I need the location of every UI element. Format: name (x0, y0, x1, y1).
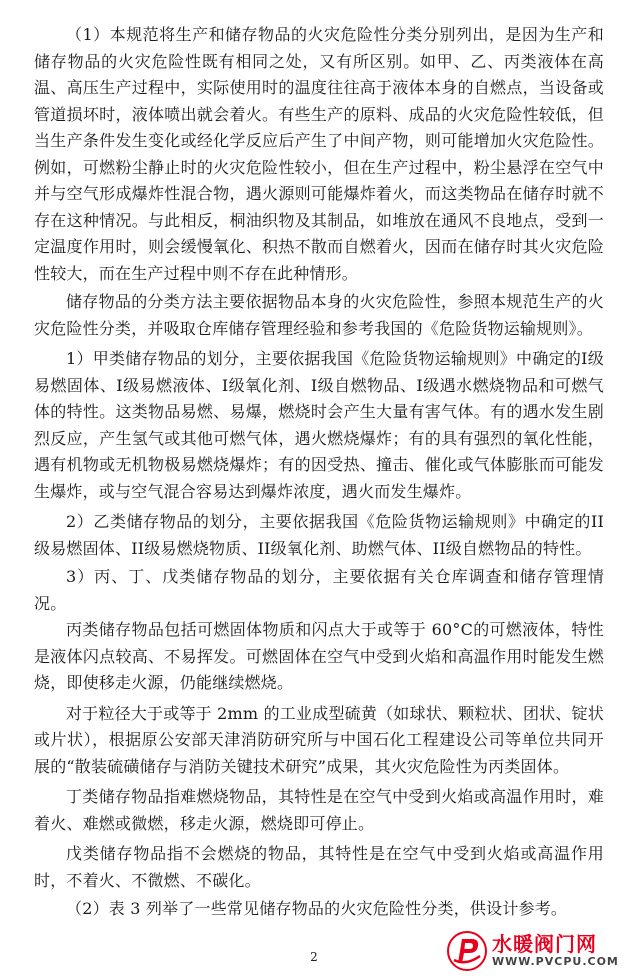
watermark-brand: 水暖阀门网 (492, 932, 597, 956)
watermark-text (492, 933, 619, 969)
document-page (34, 22, 604, 923)
paragraph-7: 对于粒径大于或等于 2mm 的工业成型硫黄（如球状、颗粒状、团状、锭状或片状），根据原公安部天津消防研究所与中国石化工程建设公司等单位共同开展的“散装硫磺储存与消防关键技术研究”成果，其火灾危险性为丙类固体。 (34, 703, 604, 776)
paragraph-1: （1）本规范将生产和储存物品的火灾危险性分类分别列出，是因为生产和储存物品的火灾危险性既有相同之处，又有所区别。如甲、乙、丙类液体在高温、高压生产过程中，实际使用时的温度往往高于液体本身的自燃点，当设备或管道损坏时，液体喷出就会着火。有些生产的原料、成品的火灾危险性较低，但当生产条件发生变化或经化学反应后产生了中间产物，则可能增加火灾危险性。例如，可燃粉尘静止时的火灾危险性较小，但在生产过程中，粉尘悬浮在空气中并与空气形成爆炸性混合物，遇火源则可能爆炸着火，而这类物品在储存时就不存在这种情况。与此相反，桐油织物及其制品，如堆放在通风不良地点，受到一定温度作用时，则会缓慢氧化、积热不散而自燃着火，因而在储存时其火灾危险性较大，而在生产过程中则不存在此种情形。 (34, 25, 604, 283)
paragraph-2: 储存物品的分类方法主要依据物品本身的火灾危险性，参照本规范生产的火灾危险性分类，并吸取仓库储存管理经验和参考我国的《危险货物运输规则》。 (34, 292, 604, 338)
pvcpu-logo-icon (446, 930, 488, 972)
paragraph-3: 1）甲类储存物品的划分，主要依据我国《危险货物运输规则》中确定的I级易燃固体、I级易燃液体、I级氧化剂、I级自燃物品、I级遇水燃烧物品和可燃气体的特性。这类物品易燃、易爆，燃烧时会产生大量有害气体。有的遇水发生剧烈反应，产生氢气或其他可燃气体，遇火燃烧爆炸；有的具有强烈的氧化性能，遇有机物或无机物极易燃烧爆炸；有的因受热、撞击、催化或气体膨胀而可能发生爆炸，或与空气混合容易达到爆炸浓度，遇火而发生爆炸。 (34, 349, 604, 501)
paragraph-5: 3）丙、丁、戊类储存物品的划分，主要依据有关仓库调查和储存管理情况。 (34, 567, 604, 613)
paragraph-8: 丁类储存物品指难燃烧物品，其特性是在空气中受到火焰或高温作用时，难着火、难燃或微燃，移走火源，燃烧即可停止。 (34, 787, 604, 833)
paragraph-6: 丙类储存物品包括可燃固体物质和闪点大于或等于 60°C的可燃液体，特性是液体闪点较高、不易挥发。可燃固体在空气中受到火焰和高温作用时能发生燃烧，即使移走火源，仍能继续燃烧。 (34, 620, 604, 692)
page-number: 2 (310, 950, 318, 964)
paragraph-9: 戊类储存物品指不会燃烧的物品，其特性是在空气中受到火焰或高温作用时，不着火、不微燃、不碳化。 (34, 844, 604, 890)
watermark-url: WWW.PVCPU.COM (492, 955, 619, 968)
paragraph-10: （2）表 3 列举了一些常见储存物品的火灾危险性分类，供设计参考。 (66, 899, 568, 918)
site-watermark (446, 928, 622, 974)
paragraph-4: 2）乙类储存物品的划分，主要依据我国《危险货物运输规则》中确定的II级易燃固体、II级易燃烧物质、II级氧化剂、助燃气体、II级自燃物品的特性。 (34, 512, 604, 558)
